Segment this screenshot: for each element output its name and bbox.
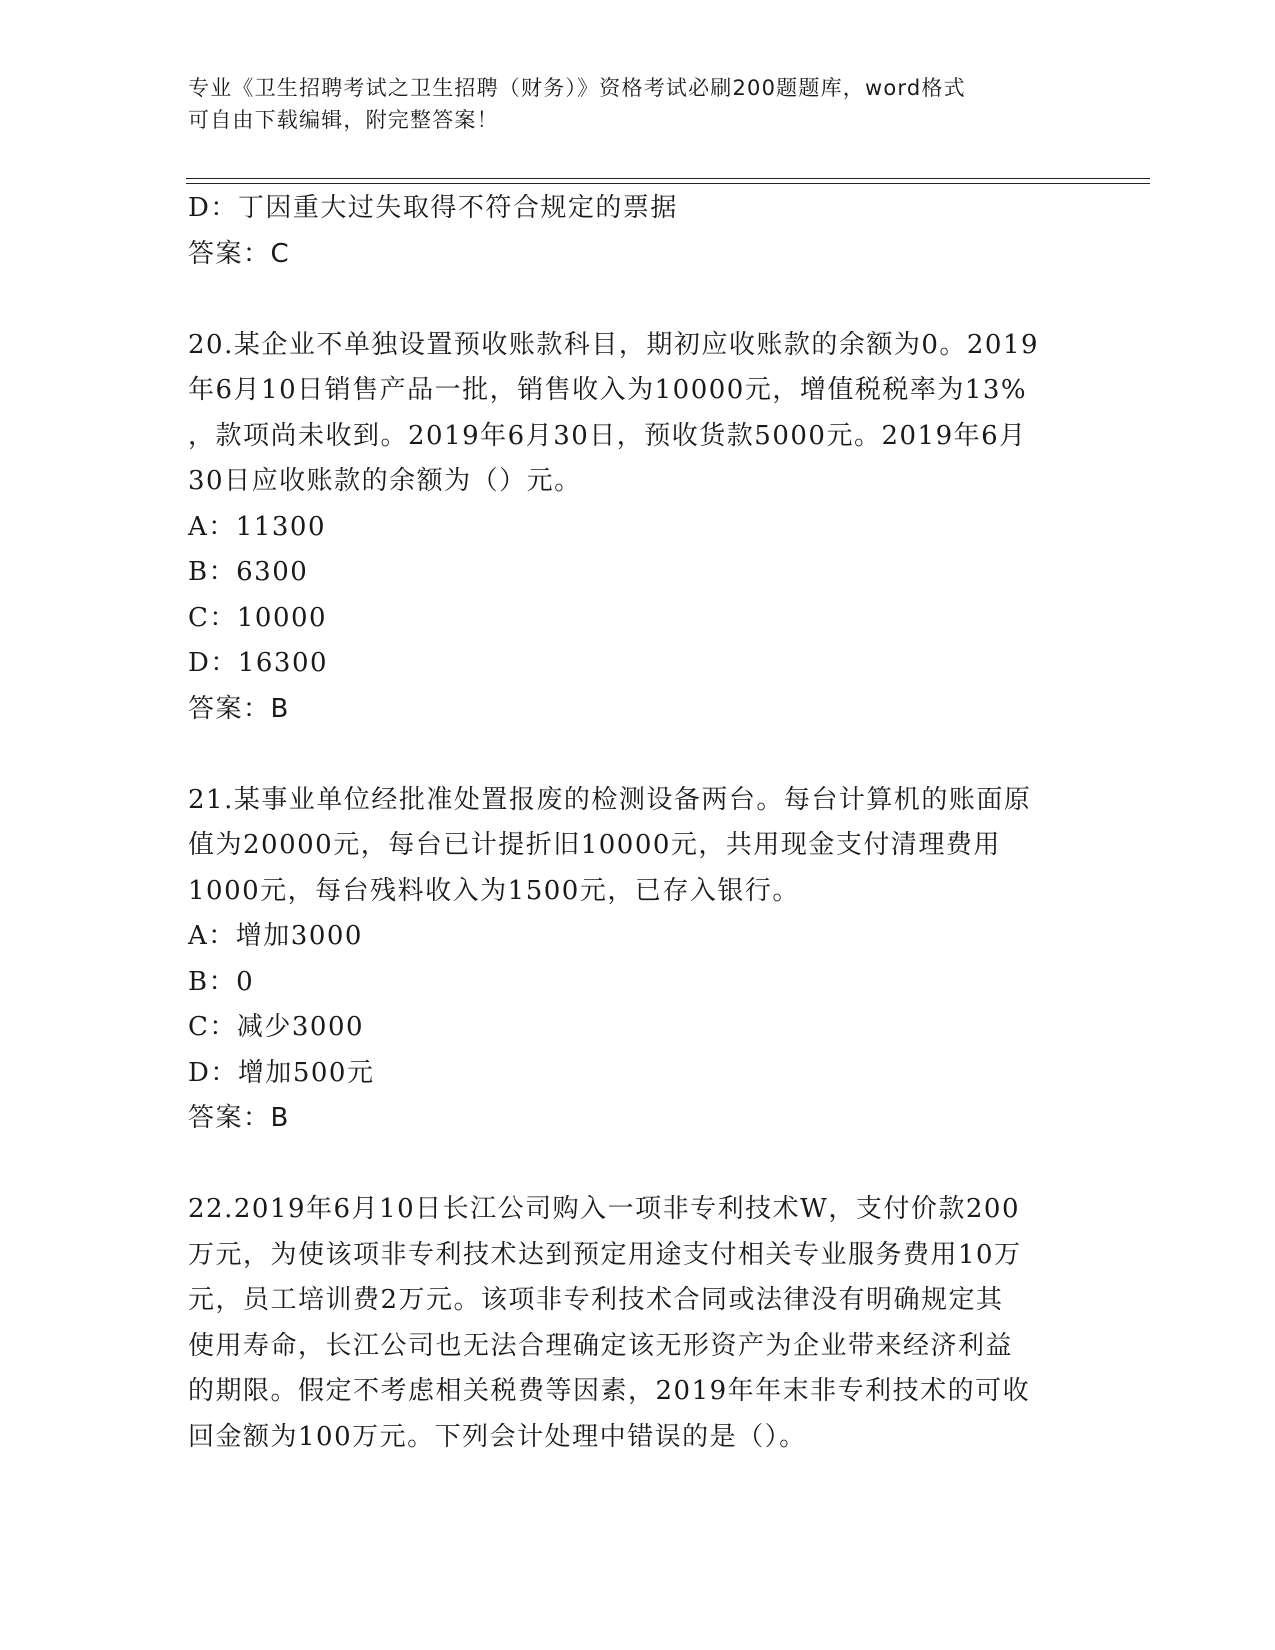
spacer	[188, 1142, 1088, 1188]
option-b: B：0	[188, 966, 255, 997]
question-text-line: 21.某事业单位经批准处置报废的检测设备两台。每台计算机的账面原	[188, 784, 1032, 815]
option-b: B：6300	[188, 557, 309, 587]
option-d: D：丁因重大过失取得不符合规定的票据	[188, 193, 678, 223]
previous-question-tail	[188, 186, 1088, 277]
option-d: D：16300	[188, 648, 329, 678]
option-a: A：11300	[188, 511, 326, 542]
option-c: C：减少3000	[188, 1012, 365, 1042]
question-text-line: 值为20000元，每台已计提折旧10000元，共用现金支付清理费用	[188, 830, 1001, 860]
question-text-line: 1000元，每台残料收入为1500元，已存入银行。	[188, 875, 800, 906]
question-text-line: 元，员工培训费2万元。该项非专利技术合同或法律没有明确规定其	[188, 1285, 1004, 1315]
option-d: D：增加500元	[188, 1057, 375, 1088]
answer-line: 答案：B	[188, 1103, 290, 1133]
question-text-line: 30日应收账款的余额为（）元。	[188, 466, 582, 496]
question-text-line: ，款项尚未收到。2019年6月30日，预收货款5000元。2019年6月	[188, 420, 1027, 451]
document-header	[188, 72, 1068, 136]
spacer	[188, 277, 1088, 323]
question-22	[188, 1187, 1088, 1460]
question-text-line: 回金额为100万元。下列会计处理中错误的是（）。	[188, 1421, 807, 1452]
question-21	[188, 778, 1088, 1142]
answer-line: 答案：C	[188, 238, 291, 269]
question-text-line: 22.2019年6月10日长江公司购入一项非专利技术W，支付价款200	[188, 1194, 1020, 1224]
question-text-line: 20.某企业不单独设置预收账款科目，期初应收账款的余额为0。2019	[188, 329, 1040, 360]
header-line-1: 专业《卫生招聘考试之卫生招聘（财务）》资格考试必刷200题题库，word格式	[188, 76, 966, 100]
option-c: C：10000	[188, 602, 328, 633]
question-text-line: 万元，为使该项非专利技术达到预定用途支付相关专业服务费用10万	[188, 1239, 1022, 1270]
answer-line: 答案：B	[188, 693, 290, 724]
header-divider-bottom	[186, 183, 1150, 184]
spacer	[188, 732, 1088, 778]
question-20	[188, 323, 1088, 733]
option-a: A：增加3000	[188, 921, 363, 951]
header-line-2: 可自由下载编辑，附完整答案！	[188, 108, 499, 132]
question-text-line: 年6月10日销售产品一批，销售收入为10000元，增值税税率为13%	[188, 375, 1028, 405]
question-text-line: 的期限。假定不考虑相关税费等因素，2019年年末非专利技术的可收	[188, 1376, 1031, 1406]
header-divider-top	[186, 178, 1150, 179]
question-text-line: 使用寿命，长江公司也无法合理确定该无形资产为企业带来经济利益	[188, 1330, 1014, 1361]
document-body	[188, 186, 1088, 1460]
